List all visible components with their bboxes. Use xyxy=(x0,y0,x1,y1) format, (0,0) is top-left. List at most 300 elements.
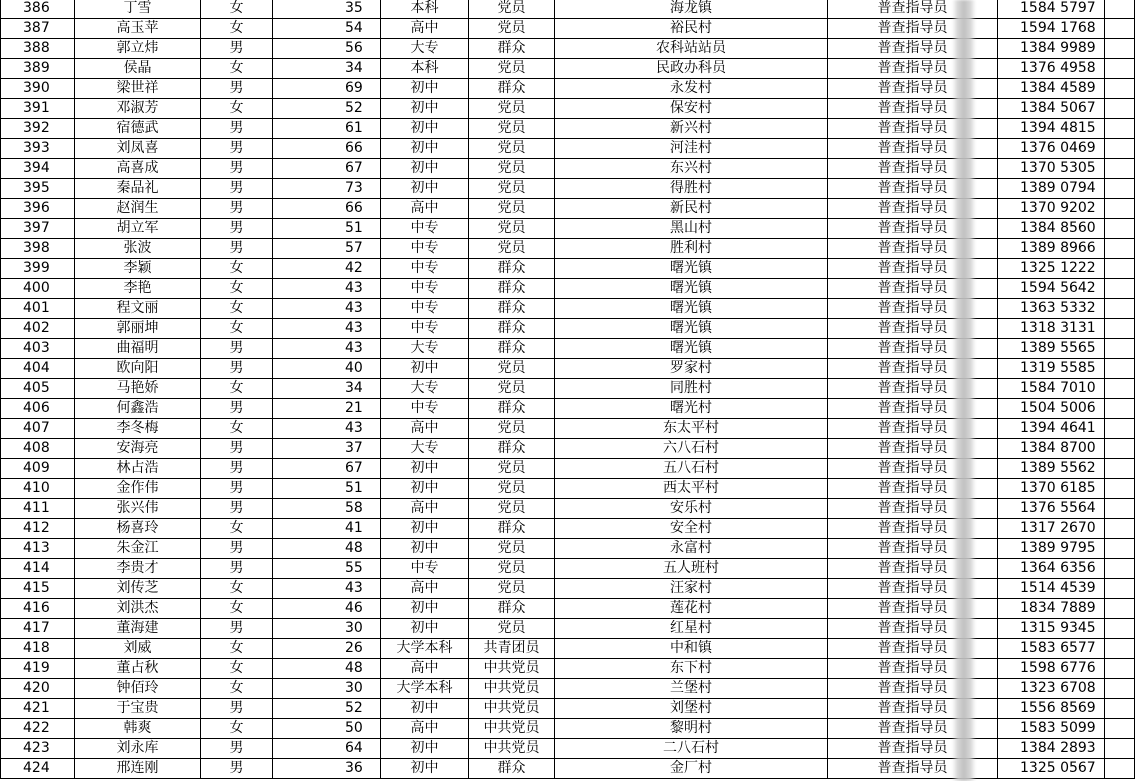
gender-cell[interactable]: 男 xyxy=(201,459,273,479)
education-cell[interactable]: 大专 xyxy=(381,39,469,59)
row-number-cell[interactable]: 390 xyxy=(1,79,75,99)
party-cell[interactable]: 党员 xyxy=(469,99,555,119)
phone-cell[interactable]: 1315 9345 xyxy=(998,619,1105,639)
phone-cell[interactable]: 1504 5006 xyxy=(998,399,1105,419)
party-cell[interactable]: 党员 xyxy=(469,539,555,559)
empty-cell[interactable] xyxy=(1105,499,1135,519)
role-cell[interactable]: 普查指导员 xyxy=(828,619,998,639)
party-cell[interactable]: 党员 xyxy=(469,579,555,599)
name-cell[interactable]: 郭丽坤 xyxy=(75,319,201,339)
row-number-cell[interactable]: 416 xyxy=(1,599,75,619)
gender-cell[interactable]: 男 xyxy=(201,199,273,219)
party-cell[interactable]: 党员 xyxy=(469,199,555,219)
age-cell[interactable]: 34 xyxy=(273,379,381,399)
phone-cell[interactable]: 1394 4641 xyxy=(998,419,1105,439)
unit-cell[interactable]: 汪家村 xyxy=(555,579,828,599)
unit-cell[interactable]: 同胜村 xyxy=(555,379,828,399)
role-cell[interactable]: 普查指导员 xyxy=(828,559,998,579)
unit-cell[interactable]: 裕民村 xyxy=(555,19,828,39)
role-cell[interactable]: 普查指导员 xyxy=(828,339,998,359)
role-cell[interactable]: 普查指导员 xyxy=(828,679,998,699)
gender-cell[interactable]: 女 xyxy=(201,99,273,119)
row-number-cell[interactable]: 391 xyxy=(1,99,75,119)
name-cell[interactable]: 张兴伟 xyxy=(75,499,201,519)
role-cell[interactable]: 普查指导员 xyxy=(828,99,998,119)
name-cell[interactable]: 侯晶 xyxy=(75,59,201,79)
unit-cell[interactable]: 红星村 xyxy=(555,619,828,639)
row-number-cell[interactable]: 392 xyxy=(1,119,75,139)
role-cell[interactable]: 普查指导员 xyxy=(828,39,998,59)
name-cell[interactable]: 董海建 xyxy=(75,619,201,639)
phone-cell[interactable]: 1384 8560 xyxy=(998,219,1105,239)
party-cell[interactable]: 党员 xyxy=(469,379,555,399)
unit-cell[interactable]: 民政办科员 xyxy=(555,59,828,79)
age-cell[interactable]: 51 xyxy=(273,219,381,239)
phone-cell[interactable]: 1389 9795 xyxy=(998,539,1105,559)
phone-cell[interactable]: 1384 5067 xyxy=(998,99,1105,119)
row-number-cell[interactable]: 395 xyxy=(1,179,75,199)
row-number-cell[interactable]: 421 xyxy=(1,699,75,719)
role-cell[interactable]: 普查指导员 xyxy=(828,439,998,459)
party-cell[interactable]: 党员 xyxy=(469,559,555,579)
role-cell[interactable]: 普查指导员 xyxy=(828,279,998,299)
age-cell[interactable]: 52 xyxy=(273,99,381,119)
unit-cell[interactable]: 东下村 xyxy=(555,659,828,679)
gender-cell[interactable]: 男 xyxy=(201,479,273,499)
unit-cell[interactable]: 罗家村 xyxy=(555,359,828,379)
unit-cell[interactable]: 莲花村 xyxy=(555,599,828,619)
age-cell[interactable]: 55 xyxy=(273,559,381,579)
gender-cell[interactable]: 女 xyxy=(201,319,273,339)
education-cell[interactable]: 初中 xyxy=(381,479,469,499)
phone-cell[interactable]: 1598 6776 xyxy=(998,659,1105,679)
gender-cell[interactable]: 男 xyxy=(201,399,273,419)
education-cell[interactable]: 高中 xyxy=(381,19,469,39)
empty-cell[interactable] xyxy=(1105,279,1135,299)
phone-cell[interactable]: 1325 1222 xyxy=(998,259,1105,279)
unit-cell[interactable]: 黑山村 xyxy=(555,219,828,239)
empty-cell[interactable] xyxy=(1105,139,1135,159)
row-number-cell[interactable]: 415 xyxy=(1,579,75,599)
name-cell[interactable]: 何鑫浩 xyxy=(75,399,201,419)
row-number-cell[interactable]: 396 xyxy=(1,199,75,219)
phone-cell[interactable]: 1318 3131 xyxy=(998,319,1105,339)
name-cell[interactable]: 邓淑芳 xyxy=(75,99,201,119)
empty-cell[interactable] xyxy=(1105,699,1135,719)
gender-cell[interactable]: 男 xyxy=(201,699,273,719)
phone-cell[interactable]: 1584 7010 xyxy=(998,379,1105,399)
phone-cell[interactable]: 1323 6708 xyxy=(998,679,1105,699)
row-number-cell[interactable]: 405 xyxy=(1,379,75,399)
phone-cell[interactable]: 1594 5642 xyxy=(998,279,1105,299)
phone-cell[interactable]: 1384 8700 xyxy=(998,439,1105,459)
empty-cell[interactable] xyxy=(1105,679,1135,699)
row-number-cell[interactable]: 407 xyxy=(1,419,75,439)
name-cell[interactable]: 胡立军 xyxy=(75,219,201,239)
party-cell[interactable]: 党员 xyxy=(469,479,555,499)
row-number-cell[interactable]: 388 xyxy=(1,39,75,59)
unit-cell[interactable]: 新民村 xyxy=(555,199,828,219)
party-cell[interactable]: 群众 xyxy=(469,319,555,339)
gender-cell[interactable]: 男 xyxy=(201,619,273,639)
unit-cell[interactable]: 新兴村 xyxy=(555,119,828,139)
age-cell[interactable]: 52 xyxy=(273,699,381,719)
row-number-cell[interactable]: 389 xyxy=(1,59,75,79)
phone-cell[interactable]: 1389 0794 xyxy=(998,179,1105,199)
age-cell[interactable]: 61 xyxy=(273,119,381,139)
empty-cell[interactable] xyxy=(1105,479,1135,499)
role-cell[interactable]: 普查指导员 xyxy=(828,259,998,279)
empty-cell[interactable] xyxy=(1105,79,1135,99)
party-cell[interactable]: 群众 xyxy=(469,519,555,539)
education-cell[interactable]: 初中 xyxy=(381,179,469,199)
gender-cell[interactable]: 女 xyxy=(201,639,273,659)
party-cell[interactable]: 群众 xyxy=(469,79,555,99)
party-cell[interactable]: 群众 xyxy=(469,759,555,779)
name-cell[interactable]: 林占浩 xyxy=(75,459,201,479)
row-number-cell[interactable]: 420 xyxy=(1,679,75,699)
age-cell[interactable]: 43 xyxy=(273,299,381,319)
phone-cell[interactable]: 1370 6185 xyxy=(998,479,1105,499)
unit-cell[interactable]: 得胜村 xyxy=(555,179,828,199)
age-cell[interactable]: 66 xyxy=(273,199,381,219)
name-cell[interactable]: 韩爽 xyxy=(75,719,201,739)
row-number-cell[interactable]: 402 xyxy=(1,319,75,339)
age-cell[interactable]: 43 xyxy=(273,339,381,359)
empty-cell[interactable] xyxy=(1105,0,1135,19)
age-cell[interactable]: 50 xyxy=(273,719,381,739)
age-cell[interactable]: 43 xyxy=(273,319,381,339)
phone-cell[interactable]: 1384 2893 xyxy=(998,739,1105,759)
party-cell[interactable]: 党员 xyxy=(469,119,555,139)
row-number-cell[interactable]: 410 xyxy=(1,479,75,499)
age-cell[interactable]: 30 xyxy=(273,619,381,639)
unit-cell[interactable]: 河洼村 xyxy=(555,139,828,159)
gender-cell[interactable]: 女 xyxy=(201,379,273,399)
age-cell[interactable]: 56 xyxy=(273,39,381,59)
name-cell[interactable]: 刘凤喜 xyxy=(75,139,201,159)
role-cell[interactable]: 普查指导员 xyxy=(828,759,998,779)
gender-cell[interactable]: 女 xyxy=(201,19,273,39)
role-cell[interactable]: 普查指导员 xyxy=(828,539,998,559)
education-cell[interactable]: 初中 xyxy=(381,539,469,559)
name-cell[interactable]: 朱金江 xyxy=(75,539,201,559)
age-cell[interactable]: 21 xyxy=(273,399,381,419)
gender-cell[interactable]: 男 xyxy=(201,39,273,59)
party-cell[interactable]: 中共党员 xyxy=(469,699,555,719)
empty-cell[interactable] xyxy=(1105,359,1135,379)
age-cell[interactable]: 37 xyxy=(273,439,381,459)
name-cell[interactable]: 刘永库 xyxy=(75,739,201,759)
unit-cell[interactable]: 西太平村 xyxy=(555,479,828,499)
empty-cell[interactable] xyxy=(1105,459,1135,479)
age-cell[interactable]: 30 xyxy=(273,679,381,699)
party-cell[interactable]: 党员 xyxy=(469,619,555,639)
education-cell[interactable]: 高中 xyxy=(381,579,469,599)
education-cell[interactable]: 大专 xyxy=(381,379,469,399)
role-cell[interactable]: 普查指导员 xyxy=(828,19,998,39)
unit-cell[interactable]: 兰堡村 xyxy=(555,679,828,699)
unit-cell[interactable]: 曙光镇 xyxy=(555,299,828,319)
party-cell[interactable]: 党员 xyxy=(469,359,555,379)
row-number-cell[interactable]: 394 xyxy=(1,159,75,179)
empty-cell[interactable] xyxy=(1105,659,1135,679)
age-cell[interactable]: 43 xyxy=(273,279,381,299)
education-cell[interactable]: 高中 xyxy=(381,659,469,679)
name-cell[interactable]: 钟佰玲 xyxy=(75,679,201,699)
phone-cell[interactable]: 1317 2670 xyxy=(998,519,1105,539)
gender-cell[interactable]: 男 xyxy=(201,79,273,99)
education-cell[interactable]: 中专 xyxy=(381,559,469,579)
name-cell[interactable]: 郭立炜 xyxy=(75,39,201,59)
gender-cell[interactable]: 男 xyxy=(201,339,273,359)
row-number-cell[interactable]: 408 xyxy=(1,439,75,459)
unit-cell[interactable]: 二八石村 xyxy=(555,739,828,759)
row-number-cell[interactable]: 424 xyxy=(1,759,75,779)
name-cell[interactable]: 金作伟 xyxy=(75,479,201,499)
role-cell[interactable]: 普查指导员 xyxy=(828,399,998,419)
unit-cell[interactable]: 刘堡村 xyxy=(555,699,828,719)
unit-cell[interactable]: 五八石村 xyxy=(555,459,828,479)
role-cell[interactable]: 普查指导员 xyxy=(828,519,998,539)
row-number-cell[interactable]: 403 xyxy=(1,339,75,359)
name-cell[interactable]: 秦品礼 xyxy=(75,179,201,199)
party-cell[interactable]: 党员 xyxy=(469,139,555,159)
gender-cell[interactable]: 女 xyxy=(201,419,273,439)
empty-cell[interactable] xyxy=(1105,719,1135,739)
phone-cell[interactable]: 1364 6356 xyxy=(998,559,1105,579)
empty-cell[interactable] xyxy=(1105,299,1135,319)
name-cell[interactable]: 高喜成 xyxy=(75,159,201,179)
name-cell[interactable]: 于宝贵 xyxy=(75,699,201,719)
empty-cell[interactable] xyxy=(1105,419,1135,439)
phone-cell[interactable]: 1389 5562 xyxy=(998,459,1105,479)
phone-cell[interactable]: 1363 5332 xyxy=(998,299,1105,319)
phone-cell[interactable]: 1514 4539 xyxy=(998,579,1105,599)
unit-cell[interactable]: 曙光村 xyxy=(555,399,828,419)
age-cell[interactable]: 36 xyxy=(273,759,381,779)
empty-cell[interactable] xyxy=(1105,619,1135,639)
role-cell[interactable]: 普查指导员 xyxy=(828,179,998,199)
empty-cell[interactable] xyxy=(1105,639,1135,659)
party-cell[interactable]: 群众 xyxy=(469,599,555,619)
gender-cell[interactable]: 男 xyxy=(201,179,273,199)
row-number-cell[interactable]: 393 xyxy=(1,139,75,159)
party-cell[interactable]: 党员 xyxy=(469,159,555,179)
role-cell[interactable]: 普查指导员 xyxy=(828,79,998,99)
age-cell[interactable]: 51 xyxy=(273,479,381,499)
phone-cell[interactable]: 1394 4815 xyxy=(998,119,1105,139)
party-cell[interactable]: 群众 xyxy=(469,259,555,279)
phone-cell[interactable]: 1376 0469 xyxy=(998,139,1105,159)
party-cell[interactable]: 党员 xyxy=(469,499,555,519)
education-cell[interactable]: 中专 xyxy=(381,319,469,339)
role-cell[interactable]: 普查指导员 xyxy=(828,719,998,739)
role-cell[interactable]: 普查指导员 xyxy=(828,699,998,719)
education-cell[interactable]: 初中 xyxy=(381,519,469,539)
empty-cell[interactable] xyxy=(1105,399,1135,419)
unit-cell[interactable]: 农科站站员 xyxy=(555,39,828,59)
role-cell[interactable]: 普查指导员 xyxy=(828,239,998,259)
role-cell[interactable]: 普查指导员 xyxy=(828,199,998,219)
gender-cell[interactable]: 女 xyxy=(201,579,273,599)
name-cell[interactable]: 曲福明 xyxy=(75,339,201,359)
gender-cell[interactable]: 男 xyxy=(201,759,273,779)
education-cell[interactable]: 本科 xyxy=(381,0,469,19)
gender-cell[interactable]: 女 xyxy=(201,659,273,679)
education-cell[interactable]: 大专 xyxy=(381,339,469,359)
gender-cell[interactable]: 男 xyxy=(201,539,273,559)
empty-cell[interactable] xyxy=(1105,119,1135,139)
row-number-cell[interactable]: 400 xyxy=(1,279,75,299)
party-cell[interactable]: 中共党员 xyxy=(469,719,555,739)
row-number-cell[interactable]: 422 xyxy=(1,719,75,739)
empty-cell[interactable] xyxy=(1105,519,1135,539)
role-cell[interactable]: 普查指导员 xyxy=(828,159,998,179)
age-cell[interactable]: 46 xyxy=(273,599,381,619)
party-cell[interactable]: 群众 xyxy=(469,399,555,419)
empty-cell[interactable] xyxy=(1105,439,1135,459)
name-cell[interactable]: 李冬梅 xyxy=(75,419,201,439)
empty-cell[interactable] xyxy=(1105,259,1135,279)
education-cell[interactable]: 初中 xyxy=(381,139,469,159)
education-cell[interactable]: 初中 xyxy=(381,79,469,99)
education-cell[interactable]: 初中 xyxy=(381,459,469,479)
gender-cell[interactable]: 男 xyxy=(201,499,273,519)
education-cell[interactable]: 初中 xyxy=(381,119,469,139)
role-cell[interactable]: 普查指导员 xyxy=(828,579,998,599)
age-cell[interactable]: 35 xyxy=(273,0,381,19)
party-cell[interactable]: 群众 xyxy=(469,39,555,59)
role-cell[interactable]: 普查指导员 xyxy=(828,119,998,139)
unit-cell[interactable]: 永发村 xyxy=(555,79,828,99)
party-cell[interactable]: 党员 xyxy=(469,59,555,79)
row-number-cell[interactable]: 404 xyxy=(1,359,75,379)
phone-cell[interactable]: 1389 8966 xyxy=(998,239,1105,259)
party-cell[interactable]: 共青团员 xyxy=(469,639,555,659)
row-number-cell[interactable]: 412 xyxy=(1,519,75,539)
party-cell[interactable]: 党员 xyxy=(469,219,555,239)
unit-cell[interactable]: 东太平村 xyxy=(555,419,828,439)
unit-cell[interactable]: 曙光镇 xyxy=(555,279,828,299)
empty-cell[interactable] xyxy=(1105,159,1135,179)
education-cell[interactable]: 初中 xyxy=(381,759,469,779)
role-cell[interactable]: 普查指导员 xyxy=(828,419,998,439)
empty-cell[interactable] xyxy=(1105,239,1135,259)
education-cell[interactable]: 高中 xyxy=(381,199,469,219)
party-cell[interactable]: 中共党员 xyxy=(469,679,555,699)
role-cell[interactable]: 普查指导员 xyxy=(828,379,998,399)
party-cell[interactable]: 群众 xyxy=(469,439,555,459)
row-number-cell[interactable]: 413 xyxy=(1,539,75,559)
gender-cell[interactable]: 男 xyxy=(201,559,273,579)
row-number-cell[interactable]: 418 xyxy=(1,639,75,659)
gender-cell[interactable]: 女 xyxy=(201,259,273,279)
row-number-cell[interactable]: 398 xyxy=(1,239,75,259)
unit-cell[interactable]: 六八石村 xyxy=(555,439,828,459)
age-cell[interactable]: 67 xyxy=(273,159,381,179)
education-cell[interactable]: 初中 xyxy=(381,619,469,639)
gender-cell[interactable]: 男 xyxy=(201,139,273,159)
phone-cell[interactable]: 1834 7889 xyxy=(998,599,1105,619)
unit-cell[interactable]: 安乐村 xyxy=(555,499,828,519)
party-cell[interactable]: 党员 xyxy=(469,179,555,199)
empty-cell[interactable] xyxy=(1105,339,1135,359)
age-cell[interactable]: 73 xyxy=(273,179,381,199)
row-number-cell[interactable]: 409 xyxy=(1,459,75,479)
education-cell[interactable]: 中专 xyxy=(381,219,469,239)
empty-cell[interactable] xyxy=(1105,759,1135,779)
age-cell[interactable]: 26 xyxy=(273,639,381,659)
role-cell[interactable]: 普查指导员 xyxy=(828,359,998,379)
empty-cell[interactable] xyxy=(1105,599,1135,619)
name-cell[interactable]: 刘洪杰 xyxy=(75,599,201,619)
empty-cell[interactable] xyxy=(1105,179,1135,199)
party-cell[interactable]: 中共党员 xyxy=(469,659,555,679)
age-cell[interactable]: 48 xyxy=(273,539,381,559)
education-cell[interactable]: 初中 xyxy=(381,99,469,119)
row-number-cell[interactable]: 423 xyxy=(1,739,75,759)
name-cell[interactable]: 李艳 xyxy=(75,279,201,299)
empty-cell[interactable] xyxy=(1105,99,1135,119)
row-number-cell[interactable]: 387 xyxy=(1,19,75,39)
unit-cell[interactable]: 中和镇 xyxy=(555,639,828,659)
gender-cell[interactable]: 女 xyxy=(201,679,273,699)
unit-cell[interactable]: 金厂村 xyxy=(555,759,828,779)
phone-cell[interactable]: 1556 8569 xyxy=(998,699,1105,719)
empty-cell[interactable] xyxy=(1105,39,1135,59)
gender-cell[interactable]: 男 xyxy=(201,159,273,179)
role-cell[interactable]: 普查指导员 xyxy=(828,0,998,19)
age-cell[interactable]: 67 xyxy=(273,459,381,479)
row-number-cell[interactable]: 419 xyxy=(1,659,75,679)
row-number-cell[interactable]: 397 xyxy=(1,219,75,239)
name-cell[interactable]: 刘传芝 xyxy=(75,579,201,599)
row-number-cell[interactable]: 411 xyxy=(1,499,75,519)
name-cell[interactable]: 刘威 xyxy=(75,639,201,659)
age-cell[interactable]: 41 xyxy=(273,519,381,539)
age-cell[interactable]: 43 xyxy=(273,579,381,599)
name-cell[interactable]: 欧向阳 xyxy=(75,359,201,379)
age-cell[interactable]: 48 xyxy=(273,659,381,679)
party-cell[interactable]: 中共党员 xyxy=(469,739,555,759)
role-cell[interactable]: 普查指导员 xyxy=(828,139,998,159)
role-cell[interactable]: 普查指导员 xyxy=(828,479,998,499)
gender-cell[interactable]: 女 xyxy=(201,599,273,619)
age-cell[interactable]: 42 xyxy=(273,259,381,279)
age-cell[interactable]: 66 xyxy=(273,139,381,159)
gender-cell[interactable]: 女 xyxy=(201,519,273,539)
empty-cell[interactable] xyxy=(1105,59,1135,79)
education-cell[interactable]: 初中 xyxy=(381,159,469,179)
name-cell[interactable]: 李贵才 xyxy=(75,559,201,579)
gender-cell[interactable]: 女 xyxy=(201,719,273,739)
party-cell[interactable]: 群众 xyxy=(469,339,555,359)
education-cell[interactable]: 大专 xyxy=(381,439,469,459)
gender-cell[interactable]: 男 xyxy=(201,739,273,759)
party-cell[interactable]: 党员 xyxy=(469,419,555,439)
gender-cell[interactable]: 男 xyxy=(201,119,273,139)
role-cell[interactable]: 普查指导员 xyxy=(828,219,998,239)
education-cell[interactable]: 中专 xyxy=(381,399,469,419)
age-cell[interactable]: 54 xyxy=(273,19,381,39)
role-cell[interactable]: 普查指导员 xyxy=(828,739,998,759)
empty-cell[interactable] xyxy=(1105,739,1135,759)
phone-cell[interactable]: 1376 5564 xyxy=(998,499,1105,519)
empty-cell[interactable] xyxy=(1105,219,1135,239)
unit-cell[interactable]: 东兴村 xyxy=(555,159,828,179)
phone-cell[interactable]: 1376 4958 xyxy=(998,59,1105,79)
